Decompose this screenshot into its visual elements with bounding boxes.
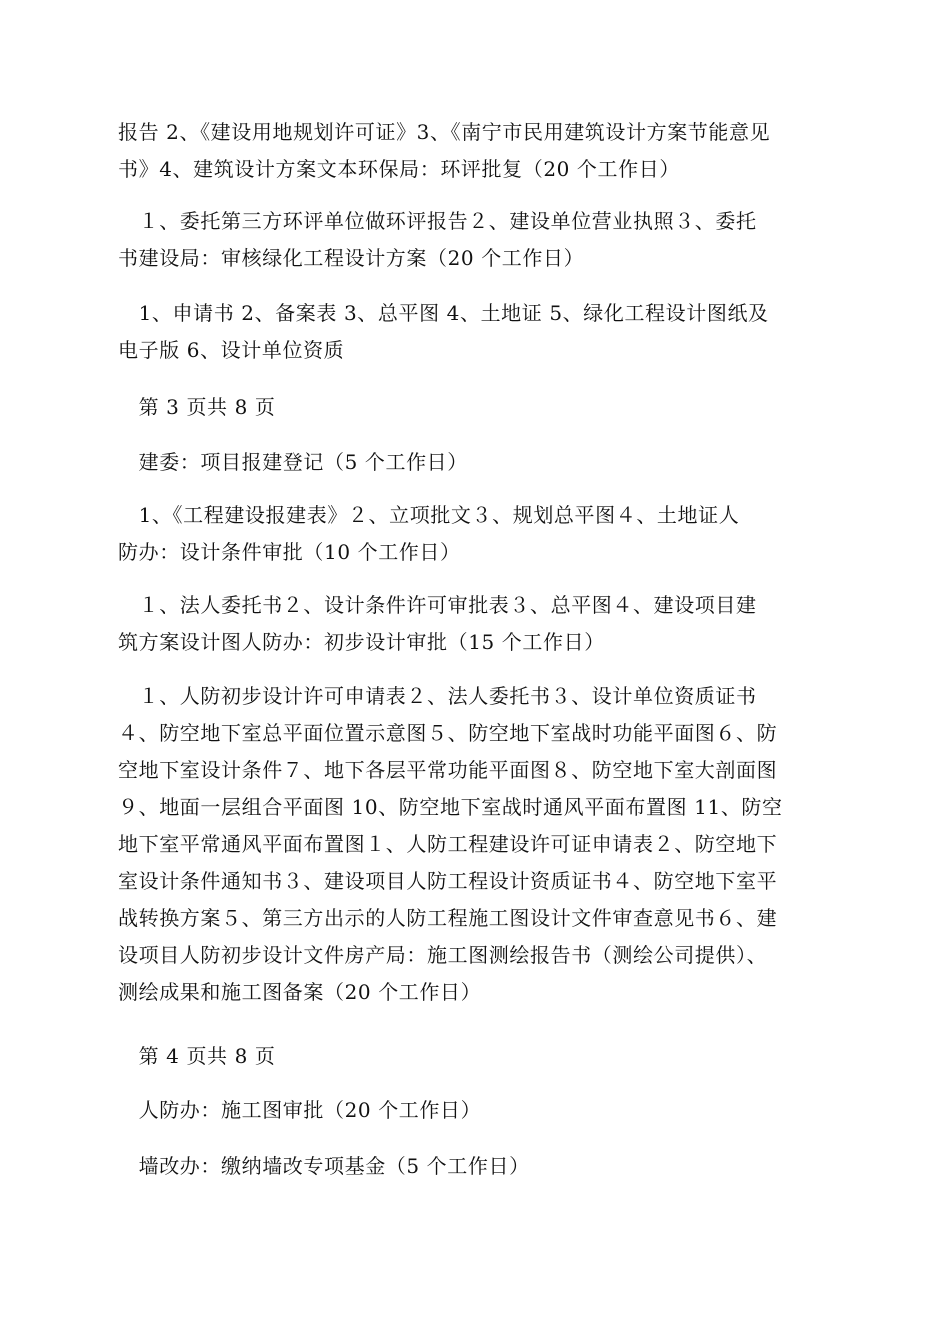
text-line: 墙改办：缴纳墙改专项基金（5 个工作日） xyxy=(118,1154,530,1178)
text-line: ４、防空地下室总平面位置示意图５、防空地下室战时功能平面图６、防 xyxy=(118,721,778,745)
text-line: 筑方案设计图人防办：初步设计审批（15 个工作日） xyxy=(118,630,605,654)
paragraph-environmental-materials xyxy=(118,203,842,277)
paragraph-greening-materials xyxy=(118,295,842,369)
paragraph-planning-materials xyxy=(118,114,842,188)
text-line: 空地下室设计条件７、地下各层平常功能平面图８、防空地下室大剖面图 xyxy=(118,758,778,782)
text-line: 1、《工程建设报建表》２、立项批文３、规划总平图４、土地证人 xyxy=(118,503,740,527)
paragraph-civil-defense-approval xyxy=(118,1092,842,1129)
paragraph-design-conditions-materials xyxy=(118,587,842,661)
page-number-4 xyxy=(118,1038,842,1075)
text-line: 建委：项目报建登记（5 个工作日） xyxy=(118,450,468,474)
text-line: 地下室平常通风平面布置图１、人防工程建设许可证申请表２、防空地下 xyxy=(118,832,778,856)
text-line: 防办：设计条件审批（10 个工作日） xyxy=(118,540,461,564)
page-number-3 xyxy=(118,389,842,426)
text-line: ９、地面一层组合平面图 10、防空地下室战时通风平面布置图 11、防空 xyxy=(118,795,783,819)
text-line: 书》4、建筑设计方案文本环保局：环评批复（20 个工作日） xyxy=(118,157,680,181)
text-line: 人防办：施工图审批（20 个工作日） xyxy=(118,1098,482,1122)
paragraph-registration-materials xyxy=(118,497,842,571)
text-line: 1、申请书 2、备案表 3、总平图 4、土地证 5、绿化工程设计图纸及 xyxy=(118,301,769,325)
text-line: 设项目人防初步设计文件房产局：施工图测绘报告书（测绘公司提供）、 xyxy=(118,943,768,967)
text-line: １、法人委托书２、设计条件许可审批表３、总平图４、建设项目建 xyxy=(118,593,757,617)
text-line: 第 3 页共 8 页 xyxy=(118,395,276,419)
text-line: 第 4 页共 8 页 xyxy=(118,1044,276,1068)
text-line: 战转换方案５、第三方出示的人防工程施工图设计文件审查意见书６、建 xyxy=(118,906,778,930)
paragraph-civil-defense-materials xyxy=(118,678,842,1011)
text-line: 测绘成果和施工图备案（20 个工作日） xyxy=(118,980,482,1004)
text-line: 报告 2、《建设用地规划许可证》3、《南宁市民用建筑设计方案节能意见 xyxy=(118,120,771,144)
text-line: 室设计条件通知书３、建设项目人防工程设计资质证书４、防空地下室平 xyxy=(118,869,778,893)
text-line: １、委托第三方环评单位做环评报告２、建设单位营业执照３、委托 xyxy=(118,209,757,233)
paragraph-construction-committee xyxy=(118,444,842,481)
paragraph-wall-reform-fund xyxy=(118,1148,842,1185)
text-line: 电子版 6、设计单位资质 xyxy=(118,338,345,362)
text-line: １、人防初步设计许可申请表２、法人委托书３、设计单位资质证书 xyxy=(118,684,757,708)
text-line: 书建设局：审核绿化工程设计方案（20 个工作日） xyxy=(118,246,585,270)
